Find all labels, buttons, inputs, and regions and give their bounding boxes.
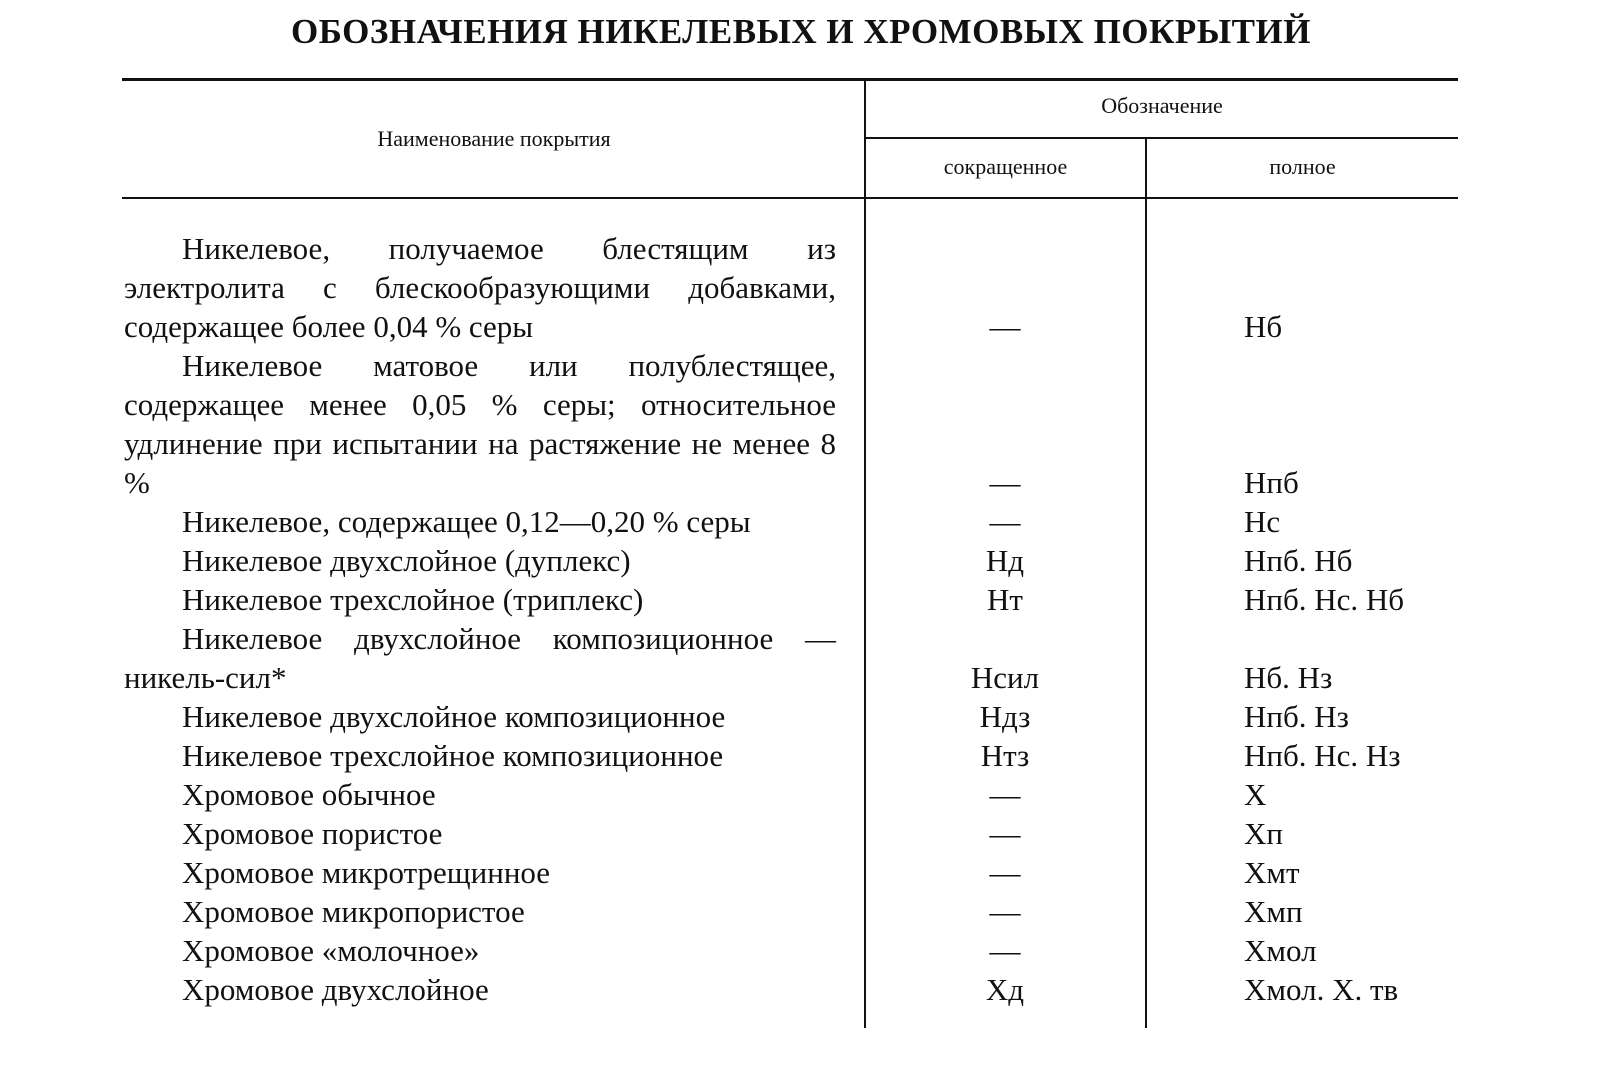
abbreviated-designation: — — [989, 465, 1021, 500]
abbreviated-designation: Ндз — [979, 699, 1031, 734]
designation-rule — [866, 137, 1458, 139]
coating-name: Хромовое микротрещинное — [182, 855, 551, 890]
coating-name: Хромовое двухслойное — [182, 972, 489, 1007]
full-designation: Нпб — [1244, 465, 1299, 500]
full-designation: Хмп — [1244, 894, 1303, 929]
full-designation: Нпб. Нс. Нб — [1244, 582, 1405, 617]
header-designation: Обозначение — [1101, 93, 1223, 118]
full-designation: Нб — [1244, 309, 1283, 344]
full-designation: Хмт — [1244, 855, 1300, 890]
coating-name: Хромовое пористое — [182, 816, 443, 851]
coating-name: Никелевое двухслойное (дуплекс) — [182, 543, 631, 578]
abbreviated-designation: Нсил — [970, 660, 1040, 695]
full-designation: Нпб. Нз — [1244, 699, 1349, 734]
full-designation: Нб. Нз — [1244, 660, 1333, 695]
abbreviated-designation: — — [989, 933, 1021, 968]
header-full: полное — [1269, 154, 1336, 179]
coating-name: Никелевое трехслойное композиционное — [182, 738, 724, 773]
header-abbreviated: сокращенное — [943, 154, 1068, 179]
top-rule — [122, 78, 1458, 81]
abbreviated-designation: — — [989, 894, 1021, 929]
abbreviated-designation: Хд — [985, 972, 1025, 1007]
table-title: ОБОЗНАЧЕНИЯ НИКЕЛЕВЫХ И ХРОМОВЫХ ПОКРЫТИЙ — [291, 12, 1311, 51]
coating-name: Никелевое, содержащее 0,12—0,20 % серы — [182, 504, 751, 539]
coating-name: Никелевое матовое или полублестящее, содержащее менее 0,05 % серы; относительное удлинение при испытании на растяжение не менее 8 % — [124, 348, 836, 500]
abbreviated-designation: — — [989, 855, 1021, 890]
full-designation: Нс — [1244, 504, 1281, 539]
coating-name: Никелевое двухслойное композиционное — [182, 699, 726, 734]
full-designation: Х — [1244, 777, 1267, 812]
full-designation: Хмол — [1244, 933, 1317, 968]
coating-name: Хромовое микропористое — [182, 894, 525, 929]
abbreviated-designation: — — [989, 777, 1021, 812]
coating-name: Хромовое «молочное» — [182, 933, 480, 968]
full-designation: Нпб. Нб — [1244, 543, 1353, 578]
abbreviated-designation: Нт — [987, 582, 1023, 617]
full-designation: Хп — [1244, 816, 1283, 851]
full-designation: Хмол. Х. тв — [1244, 972, 1399, 1007]
coating-name: Никелевое двухслойное композиционное — никель-сил* — [124, 621, 836, 695]
abbreviated-designation: — — [989, 309, 1021, 344]
abbreviated-designation: Нд — [985, 543, 1025, 578]
header-bottom-rule — [122, 197, 1458, 199]
full-designation: Нпб. Нс. Нз — [1244, 738, 1401, 773]
abbreviated-designation: Нтз — [980, 738, 1030, 773]
abbreviated-designation: — — [989, 504, 1021, 539]
coating-name: Никелевое, получаемое блестящим из электролита с блескообразующими добавками, содержащее более 0,04 % серы — [124, 231, 836, 344]
abbreviated-designation: — — [989, 816, 1021, 851]
header-name: Наименование покрытия — [377, 126, 611, 151]
coating-name: Хромовое обычное — [182, 777, 436, 812]
coating-name: Никелевое трехслойное (триплекс) — [182, 582, 644, 617]
column-divider-2 — [1145, 138, 1147, 1028]
